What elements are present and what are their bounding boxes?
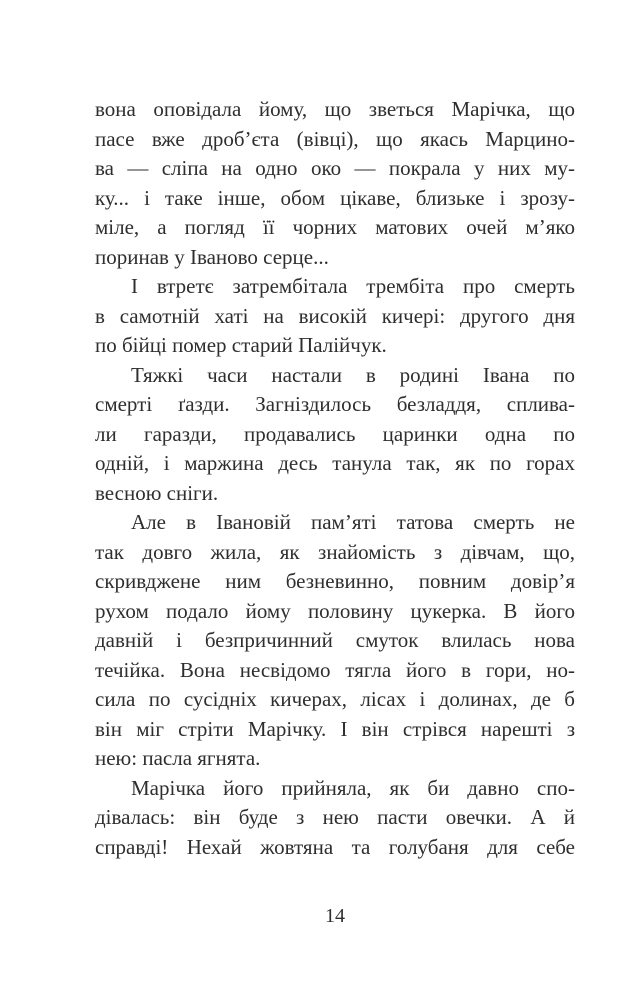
text-line: вона оповідала йому, що зветься Марічка, що [95, 97, 575, 121]
text-line: ли гаразди, продавались царинки одна по [95, 421, 575, 446]
text-line: по бійці помер старий Палійчук. [95, 333, 387, 357]
text-line: справді! Нехай жовтяна та голубаня для себе [95, 834, 575, 859]
text-line: рухом подало йому половину цукерка. В його [95, 598, 575, 623]
text-line: поринав у Іваново серце... [95, 244, 329, 269]
text-line: дівалась: він буде з нею пасти овечки. А й [95, 805, 575, 829]
text-line: весною сніги. [95, 480, 219, 505]
text-line: ку... і таке інше, обом цікаве, близьке і зрозу- [95, 185, 575, 210]
text-line: скривджене ним безневинно, повним довір’я [95, 569, 575, 593]
text-line: Марічка його прийняла, як би давно спо- [131, 775, 575, 800]
text-line: пасе вже дроб’єта (вівці), що якась Марцино- [95, 126, 575, 151]
text-line: він міг стріти Марічку. І він стрівся нарешті з [95, 716, 575, 741]
text-line: Тяжкі часи настали в родині Івана по [131, 362, 575, 387]
text-line: течійка. Вона несвідомо тягла його в гори, но- [95, 657, 575, 682]
text-line: міле, а погляд її чорних матових очей м’яко [95, 215, 575, 239]
text-line: давній і безпричинний смуток влилась нова [95, 628, 575, 652]
text-line: ва — сліпа на одно око — покрала у них му- [95, 156, 575, 180]
text-line: в самотній хаті на високій кичері: другого дня [95, 303, 575, 328]
text-line: так довго жила, як знайомість з дівчам, що, [95, 539, 575, 564]
page-number: 14 [325, 905, 345, 927]
text-line: Але в Івановій пам’яті татова смерть не [131, 510, 575, 534]
text-line: смерті ґазди. Загніздилось безладдя, сплива- [95, 392, 575, 416]
text-line: нею: пасла ягнята. [95, 746, 261, 770]
page-body-text [95, 95, 575, 862]
text-line: одній, і маржина десь танула так, як по горах [95, 451, 575, 475]
text-line: сила по сусідніх кичерах, лісах і долинах, де б [95, 687, 575, 711]
text-line: І втретє затрембітала трембіта про смерть [131, 274, 575, 298]
